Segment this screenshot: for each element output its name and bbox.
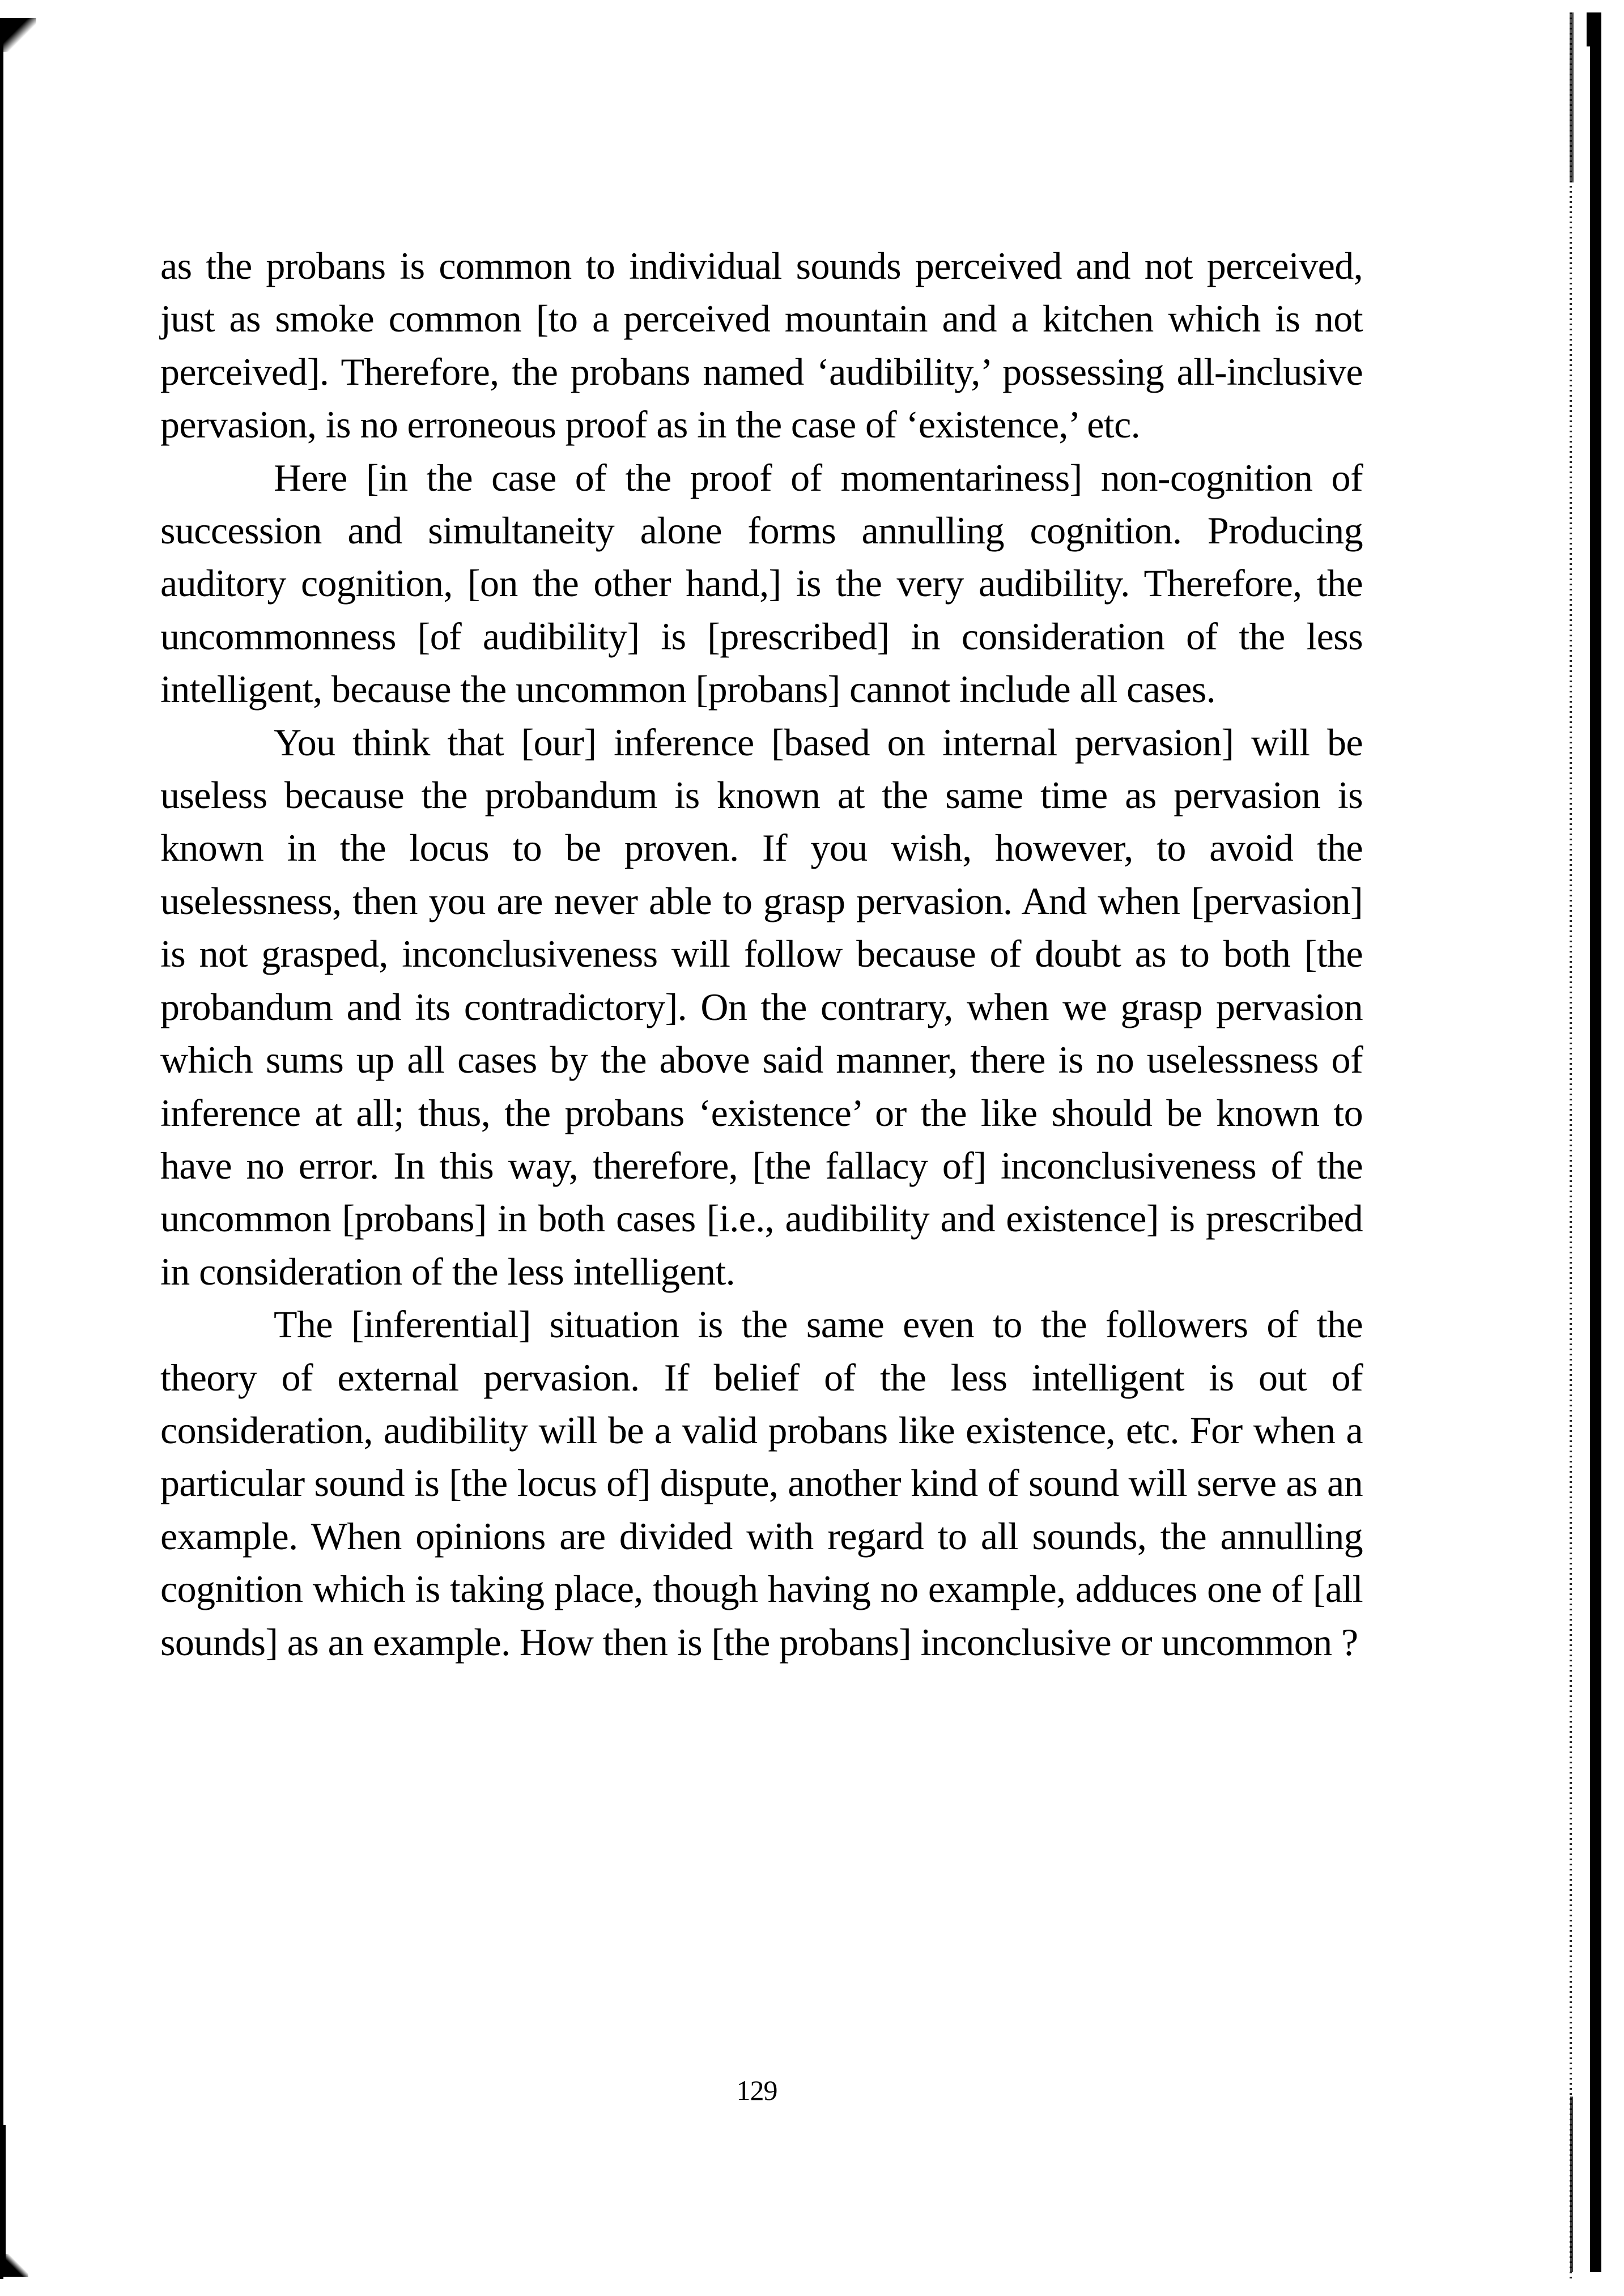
paragraph-4: The [inferential] situation is the same even to the followers of the theory of external pervasion. If belief of the less intelligent is out of consideration, audibility will be a valid probans like existence, etc. For when a particular sound is [the locus of] dispute, another kind of sound will serve as an example. When opinions are divided with regard to all sounds, the annulling cognition which is taking place, though having no example, adduces one of [all sounds] as an example. How then is [the probans] inconclusive or uncommon ? xyxy=(160,1303,1363,1664)
page-number: 129 xyxy=(736,2074,777,2106)
binding-line-top xyxy=(1570,12,1574,182)
paragraph-2: Here [in the case of the proof of momentariness] non-cognition of succession and simultaneity alone forms annulling cognition. Producing auditory cognition, [on the other hand,] is the very audibility. Therefore, the uncommonness [of audibility] is [prescribed] in consideration of the less intelligent, because the uncommon [probans] cannot include all cases. xyxy=(160,456,1363,711)
binding-shadow-bar xyxy=(1590,12,1601,2272)
scan-corner-bottom-left xyxy=(0,2254,28,2277)
body-text xyxy=(160,240,1363,1669)
paragraph-3: You think that [our] inference [based on internal pervasion] will be useless because the probandum is known at the same time as pervasion is known in the locus to be proven. If you wish, however, to avoid the uselessness, then you are never able to grasp pervasion. And when [pervasion] is not grasped, inconclusiveness will follow because of doubt as to both [the probandum and its contradictory]. On the contrary, when we grasp pervasion which sums up all cases by the above said manner, there is no uselessness of inference at all; thus, the probans ‘existence’ or the like should be known to have no error. In this way, therefore, [the fallacy of] inconclusiveness of the uncommon [probans] in both cases [i.e., audibility and existence] is prescribed in consideration of the less intelligent. xyxy=(160,720,1363,1293)
binding-line-bottom xyxy=(1570,2097,1573,2272)
scan-left-edge-shadow xyxy=(0,18,3,2279)
paragraph-1: as the probans is common to individual sounds perceived and not perceived, just as smoke common [to a perceived mountain and a kitchen which is not perceived]. Therefore, the probans named ‘audibility,’ possessing all-inclusive pervasion, is no erroneous proof as in the case of ‘existence,’ etc. xyxy=(160,244,1363,447)
page-number-footer xyxy=(0,2074,1624,2107)
binding-dotted-line xyxy=(1570,12,1572,2279)
scan-corner-top-left xyxy=(0,18,36,52)
